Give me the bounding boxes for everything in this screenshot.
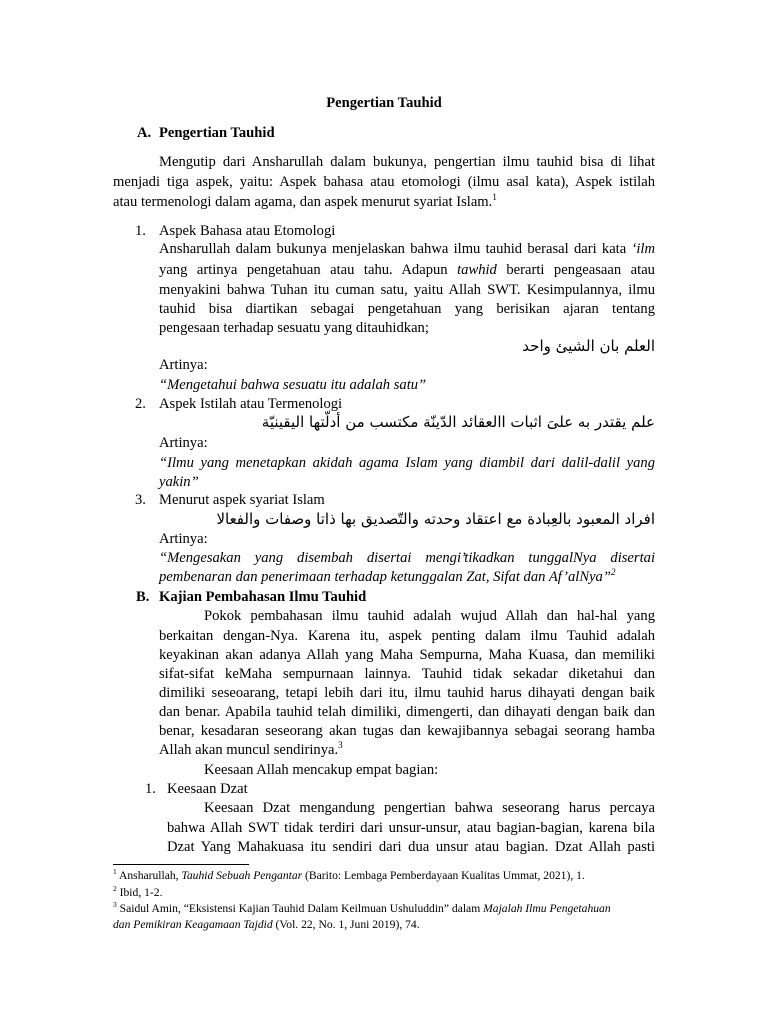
paragraph-line: pengesaan terhadap sesuatu yang ditauhidkan; [159,320,429,336]
italic-term: tawhid [457,262,497,278]
section-b-heading: Kajian Pembahasan Ilmu Tauhid [159,589,367,605]
paragraph-line [159,239,655,259]
paragraph-line: tauhid bisa diartikan sebagai pengetahuan yang berisikan ajaran tentang [159,301,655,317]
footnote-text: Saidul Amin, “Eksistensi Kajian Tauhid Dalam Keilmuan Ushuluddin” dalam [116,902,484,915]
paragraph-line: sifat-sifat keMaha sempurnaan lainnya. Tauhid tidak sekadar diketahui dan [159,666,655,682]
footnote-ref[interactable]: 3 [338,740,343,750]
intro-line: Mengutip dari Ansharullah dalam bukunya, pengertian ilmu tauhid bisa di lihat [159,154,655,170]
artinya-label: Artinya: [159,357,208,373]
paragraph-line: menyakini bahwa Tuhan itu cuman satu, yaitu Allah SWT. Kesimpulannya, ilmu [159,282,655,298]
list-item-heading: Menurut aspek syariat Islam [159,492,325,508]
paragraph-line: bahwa Allah SWT tidak terdiri dari unsur-unsur, atau bagian-bagian, karena bila [167,820,655,836]
list-number: 1. [135,223,146,239]
list-number: 2. [135,396,146,412]
footnote-ref[interactable]: 1 [492,192,497,202]
list-item-heading: Keesaan Dzat [167,781,248,797]
paragraph-line: keyakinan akan adanya Allah yang Maha Sempurna, Maha Kuasa, dan memiliki [159,647,655,663]
footnote-text: (Barito: Lembaga Pemberdayaan Kualitas Ummat, 2021), 1. [302,869,585,882]
list-number: 3. [135,492,146,508]
section-a-marker: A. [137,125,152,141]
intro-line: menjadi tiga aspek, yaitu: Aspek bahasa atau etomologi (ilmu asal kata), Aspek istilah [113,174,655,190]
footnote-separator [113,864,249,865]
paragraph-line: benar, kesadaran seseorang akan tugas dan kewajibannya sebagai seorang hamba [159,723,655,739]
paragraph-line [159,260,655,280]
list-number: 1. [145,781,156,797]
footnote-3 [113,900,611,917]
paragraph-line: berkaitan dengan-Nya. Karena itu, aspek penting dalam ilmu Tauhid adalah [159,628,655,644]
section-a-heading: Pengertian Tauhid [159,125,275,141]
paragraph-line: Keesaan Dzat mengandung pengertian bahwa seseorang harus percaya [204,800,655,816]
list-item-heading: Aspek Istilah atau Termenologi [159,396,343,412]
footnote-1 [113,867,585,884]
text-run: berarti pengeasaan atau [506,262,655,278]
arabic-text: افراد المعبود بالعِبادة مع اعتقاد وحدته والتّصديق بها ذاتا وصفات والفعالا [216,510,655,528]
translation: yakin” [159,474,199,490]
paragraph-line: dimiliki seseoarang, tetapi lebih dari itu, ilmu tauhid harus dihayati dengan baik [159,685,655,701]
translation: “Mengesakan yang disembah disertai mengi’tikadkan tunggalNya disertai [159,550,655,566]
footnote-3-continued [113,916,420,933]
intro-text: atau termenologi dalam agama, dan aspek menurut syariat Islam. [113,194,493,210]
paragraph-line: Dzat Yang Mahakuasa itu sendiri dari dua unsur atau bagian. Dzat Allah pasti [167,839,655,855]
section-b-marker: B. [136,589,150,605]
intro-line [113,192,497,212]
translation: “Mengetahui bahwa sesuatu itu adalah satu” [159,377,427,393]
arabic-text: علم يقتدر به علىَ اثبات االعقائد الدّينّة مكتسب من أدلّتها اليقينيّة [261,413,655,431]
footnote-text: (Vol. 22, No. 1, Juni 2019), 74. [272,918,420,931]
keesaan-intro: Keesaan Allah mencakup empat bagian: [204,762,439,778]
translation-text: pembenaran dan penerimaan terhadap ketunggalan Zat, Sifat dan Af’alNya” [159,569,611,585]
paragraph-line: dan benar. Apabila tauhid telah dimiliki, dimengerti, dan dihayati dengan baik dan [159,704,655,720]
text-run: Ansharullah dalam bukunya menjelaskan bahwa ilmu tauhid berasal dari kata [159,241,627,257]
artinya-label: Artinya: [159,531,208,547]
arabic-text: العلم بان الشيئ واحد [522,337,655,355]
translation: “Ilmu yang menetapkan akidah agama Islam yang diambil dari dalil-dalil yang [159,455,655,471]
paragraph-line: Pokok pembahasan ilmu tauhid adalah wujud Allah dan hal-hal yang [204,608,655,624]
list-item-heading: Aspek Bahasa atau Etomologi [159,223,336,239]
text-run: yang artinya pengetahuan atau tahu. Adapun [159,262,448,278]
italic-term: ‘ilm [631,241,655,257]
footnote-text: Ansharullah, [116,869,182,882]
footnote-number: 2 [113,884,117,893]
footnote-number: 1 [113,867,117,876]
translation [159,567,615,587]
artinya-label: Artinya: [159,435,208,451]
footnote-number: 3 [113,900,117,909]
paragraph-text: Allah akan muncul sendirinya. [159,742,339,758]
footnote-journal-title: Majalah Ilmu Pengetahuan [483,902,611,915]
footnote-2 [113,884,162,901]
footnote-book-title: Tauhid Sebuah Pengantar [181,869,303,882]
footnote-text: Ibid, 1-2. [116,886,163,899]
page-title: Pengertian Tauhid [326,95,442,111]
footnote-ref[interactable]: 2 [610,567,616,577]
footnote-journal-title: dan Pemikiran Keagamaan Tajdid [113,918,273,931]
paragraph-line [159,740,343,760]
